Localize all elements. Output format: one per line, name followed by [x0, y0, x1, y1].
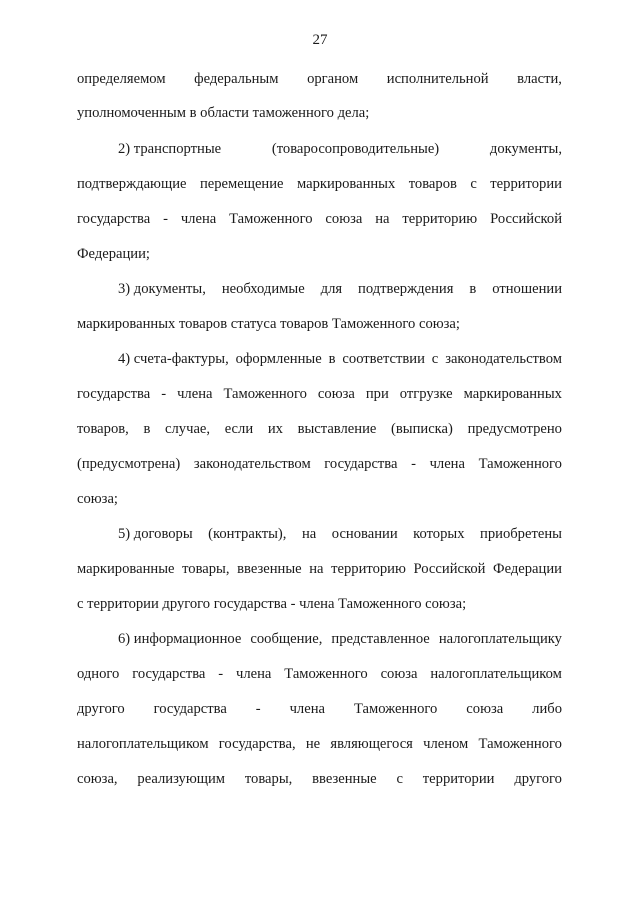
text-line [77, 665, 562, 683]
word: которых [413, 526, 465, 542]
word: государства [132, 666, 206, 682]
word: 6) информационное [118, 631, 242, 647]
word: на [301, 526, 317, 542]
word: перемещение [199, 176, 284, 192]
word: Федерации [493, 561, 562, 577]
word: члена [429, 456, 465, 472]
word: территории [422, 771, 495, 787]
word: определяемом [77, 71, 166, 87]
word: 4) счета-фактуры, [118, 351, 229, 367]
word: представленное [331, 631, 430, 647]
word: при [365, 386, 389, 402]
word: другого [514, 771, 562, 787]
word: в [143, 421, 151, 437]
word: Российской [413, 561, 486, 577]
text-line: маркированных товаров статуса товаров Таможенного союза; [77, 316, 460, 332]
word: (товаросопроводительные) [271, 141, 440, 157]
word: их [267, 421, 283, 437]
word: законодательством [193, 456, 311, 472]
word: государства [153, 701, 227, 717]
word: с [396, 771, 403, 787]
word: Таможенного [284, 666, 368, 682]
word: на [309, 561, 324, 577]
word: - [161, 386, 167, 402]
text-line [118, 140, 562, 158]
word: Таможенного [223, 386, 307, 402]
word: реализующим [137, 771, 226, 787]
word: законодательством [445, 351, 562, 367]
text-line: союза; [77, 491, 118, 507]
word: территорию [402, 211, 478, 227]
text-line [77, 70, 562, 88]
word: 3) документы, [118, 281, 206, 297]
word: подтверждающие [77, 176, 187, 192]
text-line [77, 560, 562, 578]
word: ввезенные [312, 771, 377, 787]
word: для [320, 281, 343, 297]
word: союза [380, 666, 418, 682]
word: документы, [489, 141, 562, 157]
word: (выписка) [391, 421, 453, 437]
word: отгрузке [399, 386, 453, 402]
word: соответствии [342, 351, 425, 367]
word: союза [317, 386, 355, 402]
word: государства [77, 386, 151, 402]
word: федеральным [194, 71, 279, 87]
word: члена [180, 211, 217, 227]
word: налогоплательщику [438, 631, 562, 647]
word: (контракты), [208, 526, 287, 542]
word: 5) договоры [118, 526, 193, 542]
word: одного [77, 666, 120, 682]
word: если [224, 421, 254, 437]
word: приобретены [480, 526, 562, 542]
word: маркированных [463, 386, 562, 402]
word: отношении [492, 281, 562, 297]
word: подтверждения [358, 281, 454, 297]
word: товаров, [77, 421, 129, 437]
text-line [77, 210, 562, 228]
word: маркированные [77, 561, 175, 577]
word: на [375, 211, 390, 227]
word: Таможенного [353, 701, 438, 717]
word: государства [324, 456, 398, 472]
word: сообщение, [250, 631, 323, 647]
word: территории [490, 176, 562, 192]
word: территорию [331, 561, 406, 577]
word: - [411, 456, 416, 472]
word: власти, [517, 71, 562, 87]
word: являющегося [330, 736, 413, 752]
word: союза [466, 701, 504, 717]
word: союза, [77, 771, 118, 787]
word: в [328, 351, 336, 367]
text-line: с территории другого государства - члена Таможенного союза; [77, 596, 467, 612]
word: союза [325, 211, 363, 227]
word: товаров [408, 176, 457, 192]
word: оформленные [235, 351, 322, 367]
word: - [255, 701, 261, 717]
text-line [77, 735, 562, 753]
word: маркированных [296, 176, 396, 192]
word: ввезенные [237, 561, 302, 577]
word: налогоплательщиком [77, 736, 209, 752]
text-line [77, 700, 562, 718]
word: (предусмотрена) [77, 456, 181, 472]
word: Таможенного [478, 456, 562, 472]
text-line [77, 175, 562, 193]
word: Российской [490, 211, 562, 227]
page-number: 27 [312, 32, 328, 48]
word: государства, [218, 736, 296, 752]
word: налогоплательщиком [430, 666, 562, 682]
word: - [163, 211, 168, 227]
text-line [77, 385, 562, 403]
text-line [118, 280, 562, 298]
word: с [431, 351, 439, 367]
word: члена [289, 701, 325, 717]
word: выставление [297, 421, 377, 437]
word: государства [77, 211, 151, 227]
text-line [77, 420, 562, 438]
word: в [469, 281, 477, 297]
word: либо [532, 701, 562, 717]
word: необходимые [221, 281, 305, 297]
text-line [118, 350, 562, 368]
word: случае, [165, 421, 211, 437]
word: 2) транспортные [118, 141, 222, 157]
text-line [118, 525, 562, 543]
word: - [218, 666, 224, 682]
text-line [77, 770, 562, 788]
word: не [305, 736, 321, 752]
word: органом [307, 71, 359, 87]
word: исполнительной [386, 71, 489, 87]
word: товары, [182, 561, 230, 577]
word: основании [331, 526, 398, 542]
word: другого [77, 701, 125, 717]
text-line [77, 455, 562, 473]
word: товары, [244, 771, 293, 787]
word: предусмотрено [467, 421, 562, 437]
word: члена [177, 386, 213, 402]
word: с [470, 176, 477, 192]
word: члена [236, 666, 272, 682]
word: Таможенного [229, 211, 313, 227]
text-line: Федерации; [77, 246, 150, 262]
text-line [118, 630, 562, 648]
word: Таможенного [478, 736, 562, 752]
text-line: уполномоченным в области таможенного дела; [77, 105, 370, 121]
word: членом [423, 736, 469, 752]
